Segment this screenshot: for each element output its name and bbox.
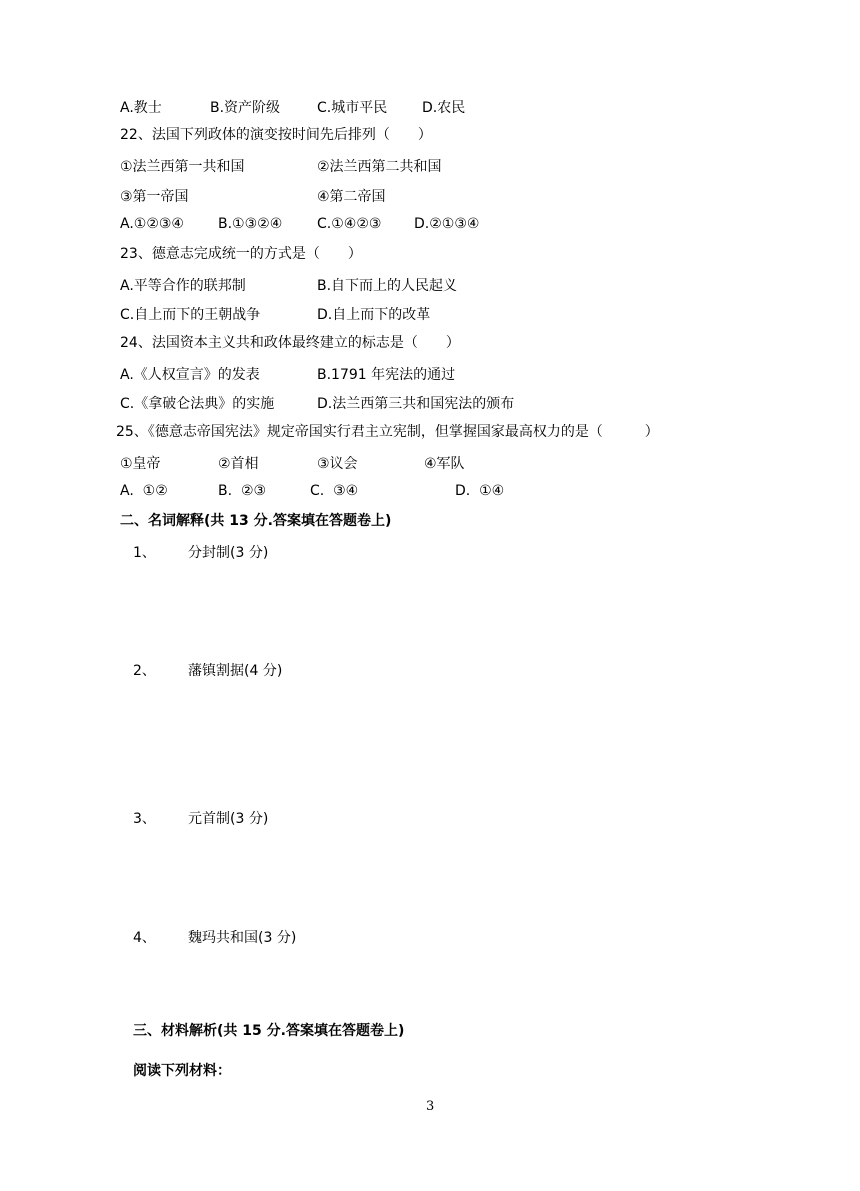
section3-instruction: 阅读下列材料： — [133, 1063, 231, 1079]
term-2-number: 2、 — [133, 663, 156, 679]
q22-stem: 22、法国下列政体的演变按时间先后排列（ ） — [120, 127, 432, 143]
q25-option-d: D. ①④ — [455, 483, 505, 499]
q24-option-c: C.《拿破仑法典》的实施 — [120, 396, 275, 412]
q24-stem: 24、法国资本主义共和政体最终建立的标志是（ ） — [120, 335, 460, 351]
q23-option-a: A.平等合作的联邦制 — [120, 278, 246, 294]
q23-option-c: C.自上而下的王朝战争 — [120, 307, 261, 323]
q22-option-b: B.①③②④ — [218, 216, 283, 232]
q25-stem: 25、《德意志帝国宪法》规定帝国实行君主立宪制，但掌握国家最高权力的是（ ） — [116, 424, 659, 440]
term-3-number: 3、 — [133, 811, 156, 827]
q25-option-a: A. ①② — [120, 483, 168, 499]
q24-option-a: A.《人权宣言》的发表 — [120, 367, 260, 383]
q25-item-4: ④军队 — [424, 456, 465, 472]
q22-option-d: D.②①③④ — [414, 216, 480, 232]
term-4-label: 魏玛共和国(3 分) — [188, 930, 297, 946]
q22-item-1: ①法兰西第一共和国 — [120, 159, 245, 175]
q22-item-2: ②法兰西第二共和国 — [317, 159, 442, 175]
q22-item-3: ③第一帝国 — [120, 189, 189, 205]
term-4-number: 4、 — [133, 930, 156, 946]
q25-option-b: B. ②③ — [218, 483, 267, 499]
q21-option-b: B.资产阶级 — [210, 100, 281, 116]
q21-option-c: C.城市平民 — [317, 100, 388, 116]
term-3-label: 元首制(3 分) — [188, 811, 269, 827]
q25-item-1: ①皇帝 — [120, 456, 161, 472]
q23-option-b: B.自下而上的人民起义 — [317, 278, 458, 294]
q25-option-c: C. ③④ — [310, 483, 359, 499]
q21-option-d: D.农民 — [422, 100, 466, 116]
term-1-number: 1、 — [133, 545, 156, 561]
page-number: 3 — [426, 1099, 435, 1114]
q23-stem: 23、德意志完成统一的方式是（ ） — [120, 246, 362, 262]
section2-heading: 二、名词解释(共 13 分.答案填在答题卷上) — [120, 513, 392, 529]
q23-option-d: D.自上而下的改革 — [317, 307, 431, 323]
q24-option-b: B.1791 年宪法的通过 — [317, 367, 456, 383]
q22-option-c: C.①④②③ — [317, 216, 382, 232]
q22-option-a: A.①②③④ — [120, 216, 184, 232]
q25-item-2: ②首相 — [218, 456, 259, 472]
term-2-label: 藩镇割据(4 分) — [188, 663, 283, 679]
q25-item-3: ③议会 — [317, 456, 358, 472]
term-1-label: 分封制(3 分) — [188, 545, 269, 561]
q21-option-a: A.教士 — [120, 100, 162, 116]
section3-heading: 三、材料解析(共 15 分.答案填在答题卷上) — [133, 1023, 405, 1039]
q24-option-d: D.法兰西第三共和国宪法的颁布 — [317, 396, 515, 412]
q22-item-4: ④第二帝国 — [317, 189, 386, 205]
